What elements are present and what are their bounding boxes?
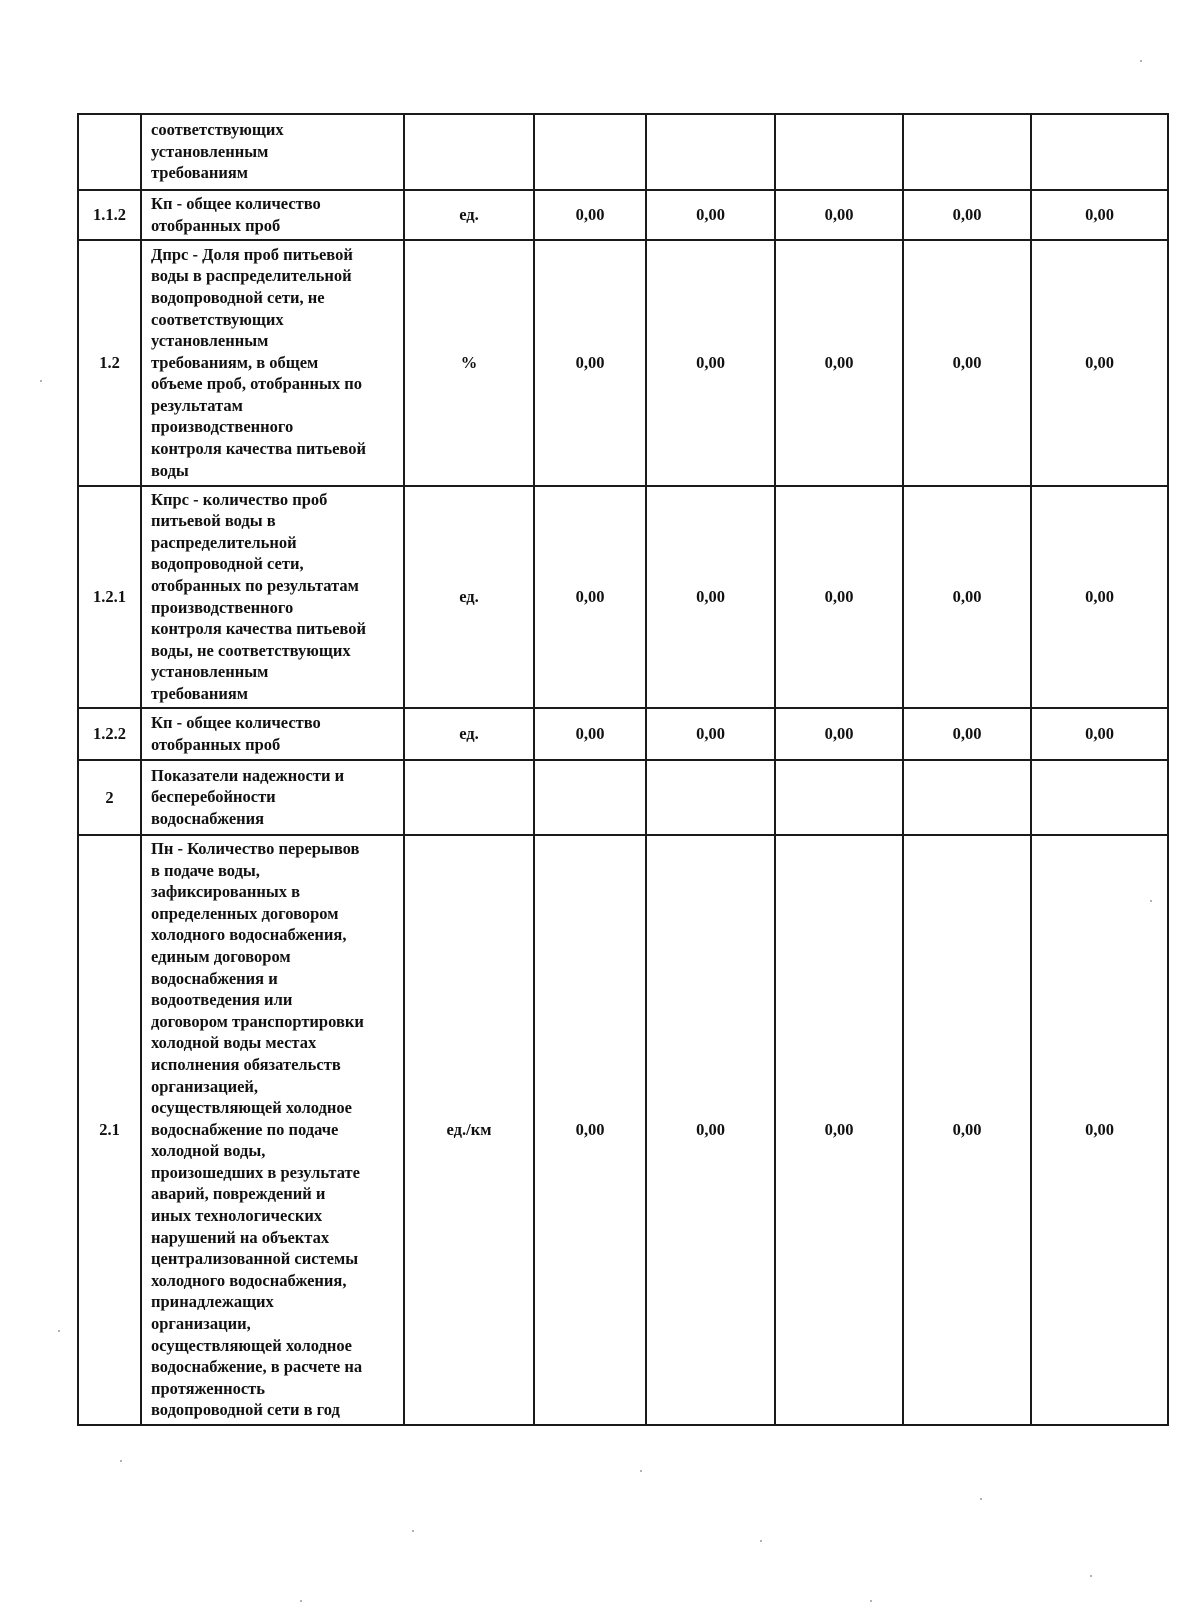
- unit-cell: ед.: [404, 190, 534, 240]
- unit-cell: [404, 760, 534, 835]
- row-number: [78, 114, 141, 190]
- value-cell-2: 0,00: [646, 190, 775, 240]
- unit-cell: %: [404, 240, 534, 486]
- indicators-table: [77, 113, 1169, 1426]
- value-cell-5: [1031, 760, 1168, 835]
- value-cell-2: 0,00: [646, 240, 775, 486]
- value-cell-3: 0,00: [775, 486, 903, 708]
- value-cell-2: 0,00: [646, 835, 775, 1425]
- scan-speck: [1150, 900, 1152, 902]
- value-cell-3: 0,00: [775, 835, 903, 1425]
- value-cell-2: [646, 760, 775, 835]
- value-cell-3: 0,00: [775, 240, 903, 486]
- scan-speck: [58, 1330, 60, 1332]
- value-cell-1: [534, 760, 646, 835]
- unit-cell: ед.: [404, 708, 534, 760]
- value-cell-2: 0,00: [646, 708, 775, 760]
- value-cell-4: 0,00: [903, 486, 1031, 708]
- value-cell-3: 0,00: [775, 190, 903, 240]
- unit-cell: [404, 114, 534, 190]
- value-cell-4: 0,00: [903, 708, 1031, 760]
- table-row: [78, 708, 1168, 760]
- table-row: [78, 240, 1168, 486]
- scan-speck: [870, 1600, 872, 1602]
- scan-speck: [120, 1460, 122, 1462]
- indicator-name: соответствующих установленным требованиям: [141, 114, 404, 190]
- indicator-name: Пн - Количество перерывов в подаче воды, зафиксированных в определенных договором холодного водоснабжения, единым договором водоснабжения и водоотведения или договором транспортировки холодной воды местах исполнения обязательств организацией, осуществляющей холодное водоснабжение по подаче холодной воды, произошедших в результате аварий, повреждений и иных технологических нарушений на объектах централизованной системы холодного водоснабжения, принадлежащих организации, осуществляющей холодное водоснабжение, в расчете на протяженность водопроводной сети в год: [141, 835, 404, 1425]
- value-cell-5: 0,00: [1031, 240, 1168, 486]
- value-cell-5: 0,00: [1031, 486, 1168, 708]
- row-number: 1.2.1: [78, 486, 141, 708]
- row-number: 1.1.2: [78, 190, 141, 240]
- scan-speck: [640, 1470, 642, 1472]
- scan-speck: [300, 1600, 302, 1602]
- row-number: 1.2: [78, 240, 141, 486]
- row-number: 2.1: [78, 835, 141, 1425]
- row-number: 1.2.2: [78, 708, 141, 760]
- value-cell-5: 0,00: [1031, 708, 1168, 760]
- row-number: 2: [78, 760, 141, 835]
- scan-speck: [980, 1498, 982, 1500]
- value-cell-4: 0,00: [903, 240, 1031, 486]
- table-row: [78, 486, 1168, 708]
- indicator-name: Кп - общее количество отобранных проб: [141, 190, 404, 240]
- value-cell-4: [903, 760, 1031, 835]
- value-cell-5: 0,00: [1031, 835, 1168, 1425]
- indicator-name: Показатели надежности и бесперебойности водоснабжения: [141, 760, 404, 835]
- value-cell-5: 0,00: [1031, 190, 1168, 240]
- value-cell-4: [903, 114, 1031, 190]
- indicator-name: Дпрс - Доля проб питьевой воды в распределительной водопроводной сети, не соответствующих установленным требованиям, в общем объеме проб, отобранных по результатам производственного контроля качества питьевой воды: [141, 240, 404, 486]
- value-cell-1: 0,00: [534, 486, 646, 708]
- scan-speck: [1090, 1575, 1092, 1577]
- value-cell-1: 0,00: [534, 240, 646, 486]
- value-cell-5: [1031, 114, 1168, 190]
- indicator-name: Кпрс - количество проб питьевой воды в распределительной водопроводной сети, отобранных по результатам производственного контроля качества питьевой воды, не соответствующих установленным требованиям: [141, 486, 404, 708]
- table-row: [78, 835, 1168, 1425]
- value-cell-1: 0,00: [534, 708, 646, 760]
- value-cell-2: [646, 114, 775, 190]
- scan-speck: [760, 1540, 762, 1542]
- value-cell-3: [775, 760, 903, 835]
- unit-cell: ед./км: [404, 835, 534, 1425]
- table-row: [78, 760, 1168, 835]
- value-cell-3: 0,00: [775, 708, 903, 760]
- value-cell-4: 0,00: [903, 190, 1031, 240]
- scan-speck: [412, 1530, 414, 1532]
- indicator-name: Кп - общее количество отобранных проб: [141, 708, 404, 760]
- value-cell-1: 0,00: [534, 190, 646, 240]
- value-cell-1: 0,00: [534, 835, 646, 1425]
- value-cell-2: 0,00: [646, 486, 775, 708]
- value-cell-4: 0,00: [903, 835, 1031, 1425]
- value-cell-1: [534, 114, 646, 190]
- table-row: [78, 190, 1168, 240]
- value-cell-3: [775, 114, 903, 190]
- scan-speck: [1140, 60, 1142, 62]
- scan-speck: [40, 380, 42, 382]
- table-row: [78, 114, 1168, 190]
- unit-cell: ед.: [404, 486, 534, 708]
